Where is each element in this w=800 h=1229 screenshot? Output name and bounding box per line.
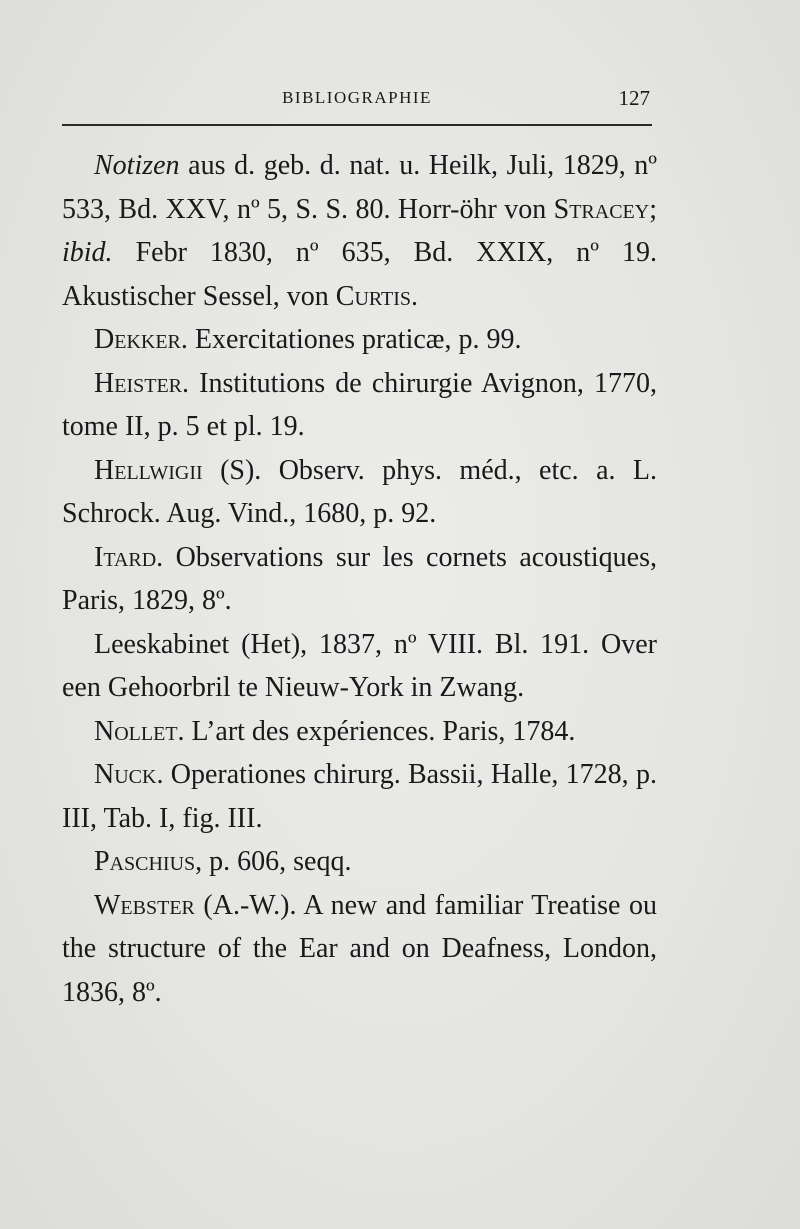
- bibliography-list: [62, 144, 657, 1014]
- entry-text: (A.-W.). A new and familiar Treatise ou the structure of the Ear and on Deafness, London, 1836, 8º.: [62, 889, 657, 1008]
- entry-text: .: [411, 280, 419, 312]
- entry-author: Nollet: [94, 715, 178, 747]
- entry-author: Paschius: [94, 846, 196, 877]
- entry-text: aus d. geb. d. nat. u. Heilk, Juli, 1829, nº 533, Bd. XXV, nº 5, S. S. 80. Horr-öhr von: [62, 150, 657, 225]
- header-rule: [62, 124, 652, 126]
- entry-text: . Observations sur les cornets acoustiques, Paris, 1829, 8º.: [62, 541, 657, 616]
- bibliography-entry: [62, 449, 657, 536]
- bibliography-entry: [62, 362, 657, 449]
- bibliography-entry: [62, 710, 657, 754]
- entry-author: Heister: [94, 367, 182, 399]
- entry-text: . Operationes chirurg. Bassii, Halle, 1728, p. III, Tab. I, fig. III.: [62, 759, 657, 834]
- entry-author: Stracey: [553, 193, 650, 225]
- entry-author: Nuck: [94, 759, 157, 790]
- entry-text: . Institutions de chirurgie Avignon, 1770, tome II, p. 5 et pl. 19.: [62, 367, 657, 442]
- page-number: 127: [618, 86, 650, 110]
- entry-text: Leeskabinet (Het), 1837, nº VIII. Bl. 191. Over een Gehoorbril te Nieuw-York in Zwang.: [62, 628, 657, 703]
- entry-text: ;: [649, 193, 657, 225]
- entry-text: . L’art des expériences. Paris, 1784.: [177, 715, 576, 747]
- entry-title-italic: Notizen: [94, 150, 180, 181]
- entry-author: Curtis: [335, 280, 412, 312]
- bibliography-entry: [62, 536, 657, 623]
- bibliography-entry: [62, 884, 657, 1015]
- entry-text: (S). Observ. phys. méd., etc. a. L. Schrock. Aug. Vind., 1680, p. 92.: [62, 454, 657, 529]
- entry-text: Febr 1830, nº 635, Bd. XXIX, nº 19. Akustischer Sessel, von: [62, 237, 657, 312]
- entry-text: . Exercitationes praticæ, p. 99.: [180, 324, 522, 355]
- bibliography-entry: [62, 840, 657, 884]
- bibliography-entry: [62, 623, 657, 710]
- bibliography-entry: [62, 144, 657, 318]
- entry-author: Itard: [94, 541, 157, 573]
- bibliography-entry: [62, 318, 657, 362]
- entry-author: Dekker: [94, 324, 181, 355]
- bibliography-entry: [62, 753, 657, 840]
- entry-text: , p. 606, seqq.: [195, 846, 352, 877]
- entry-author: Hellwigii: [94, 454, 203, 486]
- entry-ibid: ibid.: [62, 237, 113, 268]
- entry-author: Webster: [94, 889, 195, 921]
- running-title: BIBLIOGRAPHIE: [282, 88, 432, 107]
- running-head: [62, 86, 652, 116]
